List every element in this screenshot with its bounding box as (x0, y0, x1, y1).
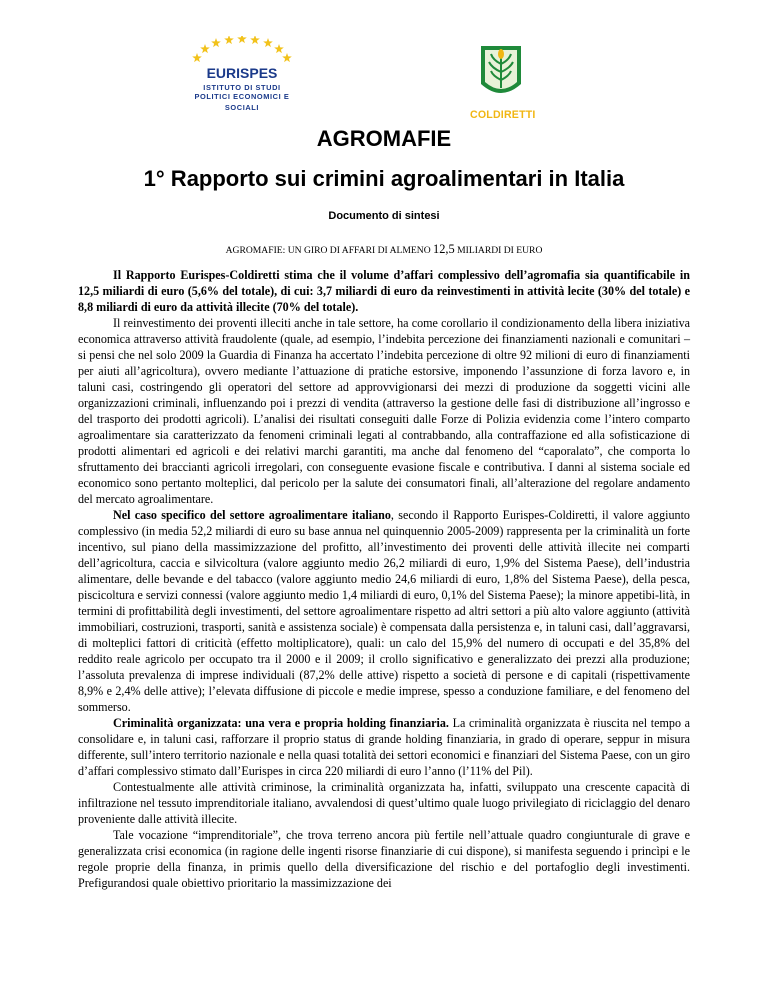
eurispes-logo (178, 36, 306, 120)
eurispes-line1: ISTITUTO DI STUDI (203, 83, 281, 92)
section-heading-part1: AGROMAFIE: UN GIRO DI AFFARI DI ALMENO (225, 245, 434, 256)
eurispes-stars-icon (183, 36, 301, 82)
page-subtitle: 1° Rapporto sui crimini agroalimentari in Italia (143, 166, 625, 191)
paragraph-3-bold: Nel caso specifico del settore agroalimentare italiano (113, 508, 391, 522)
coldiretti-wordmark: COLDIRETTI (470, 109, 536, 121)
logos-header (0, 0, 768, 120)
paragraph-4-bold: Criminalità organizzata: una vera e propria holding finanziaria. (113, 716, 449, 730)
eurispes-wordmark: EURISPES (206, 65, 278, 81)
paragraph-3 (78, 507, 690, 715)
coldiretti-logo (470, 44, 536, 121)
document-label: Documento di sintesi (328, 210, 440, 222)
paragraph-3-text: , secondo il Rapporto Eurispes-Coldiretti, il valore aggiunto complessivo (in media 52,2 miliardi di euro su base annua nel quinquennio 2005-2009) rappresenta per la criminalità un forte incentivo, sul piano della massimizzazione del profitto, all’investimento dei proventi delle attività illecite nei comparti dell’agricoltura, caccia e silvicoltura (valore aggiunto medio 26,2 miliardi di euro, 1,9% del Sistema Paese), dell’industria alimentare, delle bevande e del tabacco (valore aggiunto medio 24,6 miliardi di euro, 1,8% del Sistema Paese), della pesca, piscicoltura e servizi connessi (valore aggiunto medio 1,4 miliardi di euro, 0,1% del Sistema Paese); la minore appetibi-lità, in termini di profittabilità degli investimenti, del settore agroalimentare rispetto ad altri settori a più alto valore aggiunto (attività immobiliari, costruzioni, trasporti, sanità e assistenza sociale) è compensata dalla persistenza e, in taluni casi, dall’aggravarsi, di molteplici fattori di criticità (effetto moltiplicatore), quali: un calo del 15,9% del numero di occupati e del 35,8% del reddito reale agricolo per occupato tra il 2000 e il 2009; il crollo significativo e generalizzato dei prezzi alla produzione; l’assoluta prevalenza di imprese individuali (87,2% delle attive) rispetto a società di persone e di capitali (rispettivamente 8,9% e 2,4% delle attive); l’elevata diffusione di piccole e medie imprese, spesso a conduzione familiare, e del fenomeno del sommerso. (78, 508, 690, 714)
section-heading (0, 242, 768, 257)
page-title: AGROMAFIE (316, 126, 452, 151)
paragraph-5: Contestualmente alle attività criminose, la criminalità organizzata ha, infatti, sviluppato una crescente capacità di infiltrazione nel tessuto imprenditoriale italiano, avvalendosi di quest’ultimo quale luogo privilegiato di riciclaggio del denaro proveniente dalle attività illecite. (78, 780, 690, 826)
wheat-shield-icon (475, 44, 527, 102)
paragraph-1 (78, 267, 690, 315)
paragraph-1-bold: Il Rapporto Eurispes-Coldiretti stima che il volume d’affari complessivo dell’agromafia sia quantificabile in 12,5 miliardi di euro (5,6% del totale), di cui: 3,7 miliardi di euro da reinvestimenti in attività lecite (30% del totale) e 8,8 miliardi di euro da attività illecite (70% del totale). (78, 268, 690, 314)
section-heading-part2: MILIARDI DI EURO (454, 245, 543, 256)
paragraph-4 (78, 715, 690, 779)
section-heading-amount: 12,5 (433, 242, 455, 256)
paragraph-4-text: La criminalità organizzata è riuscita nel tempo a consolidare e, in taluni casi, rafforzare il proprio status di grande holding finanziaria, in grado di operare, seppur in misura differente, sull’intero territorio nazionale e nella quasi totalità dei settori economici e finanziari del Sistema Paese, con un giro d’affari complessivo stimato dall’Eurispes in circa 220 miliardi di euro l’anno (l’11% del Pil). (78, 716, 690, 778)
eurispes-line2: POLITICI ECONOMICI E SOCIALI (194, 92, 290, 112)
paragraph-2: Il reinvestimento dei proventi illeciti anche in tale settore, ha come corollario il condizionamento della libera iniziativa economica attraverso attività fraudolente (quale, ad esempio, l’indebita percezione dei finanziamenti nazionali e comunitari – si pensi che nel solo 2009 la Guardia di Finanza ha accertato l’indebita percezione di oltre 92 milioni di euro di finanziamenti per aiuti all’agricoltura), ovvero mediante l’attuazione di pratiche estorsive, imponendo l’assunzione di forza lavoro e, in taluni casi, costringendo gli operatori del settore ad approvvigionarsi dei mezzi di produzione da soggetti vicini alle organizzazioni criminali, influenzando poi i prezzi di vendita (attraverso la gestione delle fasi di distribuzione all’ingrosso e del trasporto dei prodotti agricoli). L’analisi dei risultati conseguiti dalle Forze di Polizia evidenzia come l’intero comparto agroalimentare sia caratterizzato da fenomeni criminali legati al contrabbando, alla contraffazione ed alla sofisticazione di prodotti alimentari ed agricoli e dei relativi marchi garantiti, ma anche dal fenomeno del “caporalato”, che comporta lo sfruttamento dei braccianti agricoli irregolari, con conseguente evasione fiscale e contributiva. I danni al sistema sociale ed economico sono pertanto molteplici, dal pericolo per la salute dei consumatori finali, all’alterazione del regolare andamento del mercato agroalimentare. (78, 316, 690, 506)
document-body (78, 267, 690, 891)
paragraph-6: Tale vocazione “imprenditoriale”, che trova terreno ancora più fertile nell’attuale quadro congiunturale di grave e generalizzata crisi economica (in ragione delle ingenti risorse finanziarie di cui dispone), si manifesta seguendo i princìpi e le regole proprie della finanza, in primis quello della diversificazione del rischio e del portafoglio degli investimenti. Prefigurandosi quale obiettivo prioritario la massimizzazione dei (78, 828, 690, 890)
